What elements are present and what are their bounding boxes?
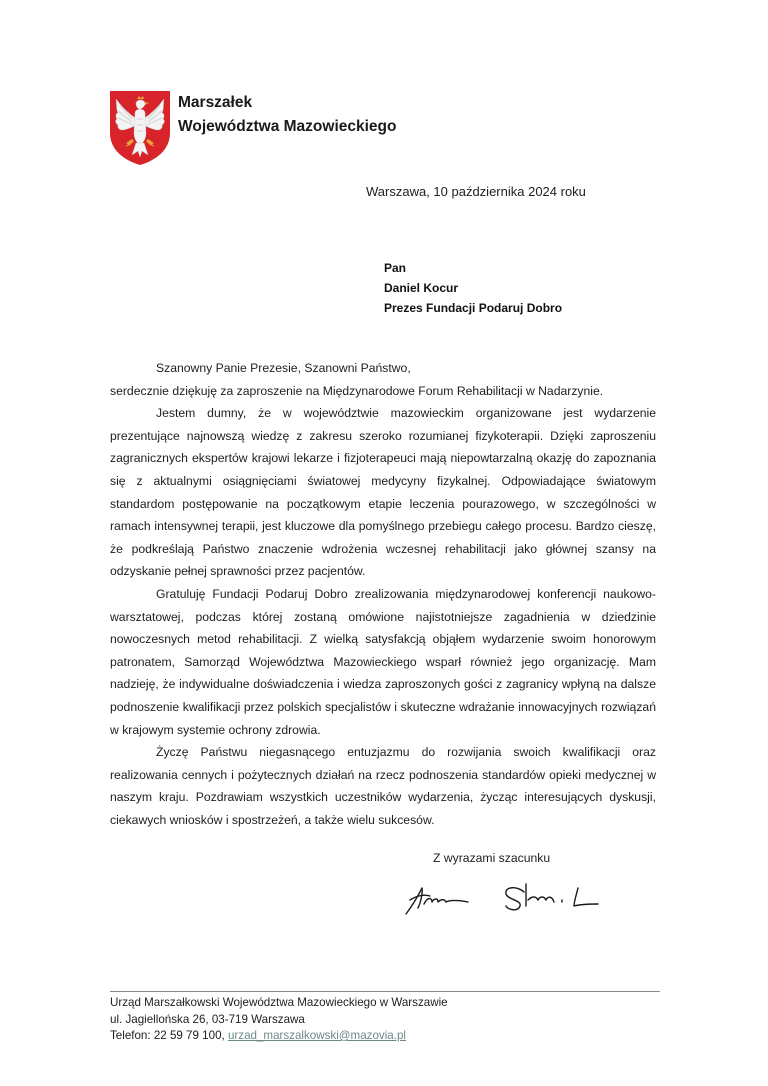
footer-contact — [110, 995, 448, 1045]
issuer-name — [178, 91, 396, 139]
footer-phone: Telefon: 22 59 79 100, — [110, 1029, 228, 1042]
paragraph-thanks: serdecznie dziękuję za zaproszenie na Międzynarodowe Forum Rehabilitacji w Nadarzynie. — [110, 383, 604, 398]
footer-phone-line — [110, 1028, 448, 1045]
letterhead — [108, 89, 396, 167]
paragraph-wishes: Życzę Państwu niegasnącego entuzjazmu do rozwijania swoich kwalifikacji oraz realizowania cennych i pożytecznych działań na rzecz podnoszenia standardów opieki medycznej w naszym kraju. Pozdrawiam wszystkich uczestników wydarzenia, życząc interesujących dyskusji, ciekawych wniosków i spostrzeżeń, a także wielu sukcesów. — [110, 745, 656, 827]
letter-body — [110, 357, 656, 831]
issuer-title: Marszałek — [178, 94, 253, 111]
recipient-honorific: Pan — [384, 261, 407, 275]
footer-address: ul. Jagiellońska 26, 03-719 Warszawa — [110, 1012, 305, 1026]
paragraph-congratulations: Gratuluję Fundacji Podaruj Dobro zrealizowania międzynarodowej konferencji naukowo-warsztatowej, podczas której zostaną omówione najistotniejsze zagadnienia w dziedzinie nowoczesnych metod rehabilitacji. Z wielką satysfakcją objąłem wydarzenie swoim honorowym patronatem, Samorząd Województwa Mazowieckiego wsparł również jego organizację. Mam nadzieję, że indywidualne doświadczenia i wiedza zaproszonych gości z zagranicy wpłyną na dalsze podnoszenie kwalifikacji przez polskich specjalistów i skuteczne wdrażanie innowacyjnych rozwiązań w krajowym systemie ochrony zdrowia. — [110, 586, 656, 737]
recipient-position: Prezes Fundacji Podaruj Dobro — [384, 301, 563, 315]
issuer-region: Województwa Mazowieckiego — [178, 118, 397, 135]
recipient-block — [384, 258, 562, 318]
footer-office-name: Urząd Marszałkowski Województwa Mazowieckiego w Warszawie — [110, 996, 448, 1009]
mazovia-coat-of-arms-icon — [108, 89, 172, 167]
footer-email-link[interactable]: urzad_marszalkowski@mazovia.pl — [227, 1029, 406, 1042]
closing-phrase: Z wyrazami szacunku — [433, 851, 551, 865]
handwritten-signature-icon — [402, 878, 622, 918]
letter-date: Warszawa, 10 października 2024 roku — [366, 184, 586, 199]
salutation: Szanowny Panie Prezesie, Szanowni Państwo, — [156, 361, 411, 375]
paragraph-event: Jestem dumny, że w województwie mazowieckim organizowane jest wydarzenie prezentujące najnowszą wiedzę z zakresu szeroko rozumianej fizykoterapii. Dzięki zaproszeniu zagranicznych ekspertów krajowi lekarze i fizjoterapeuci mają niepowtarzalną okazję do zapoznania się z aktualnymi osiągnięciami światowej medycyny fizykalnej. Odpowiadające światowym standardom postępowanie na początkowym etapie leczenia pourazowego, w szczególności w ramach intensywnej terapii, jest kluczowe dla pomyślnego przebiegu całego procesu. Bardzo cieszę, że podkreślają Państwo znaczenie wdrożenia wczesnej rehabilitacji jako głównej szansy na odzyskanie pełnej sprawności przez pacjentów. — [110, 406, 656, 579]
recipient-name: Daniel Kocur — [384, 281, 459, 295]
footer-divider — [110, 991, 660, 992]
